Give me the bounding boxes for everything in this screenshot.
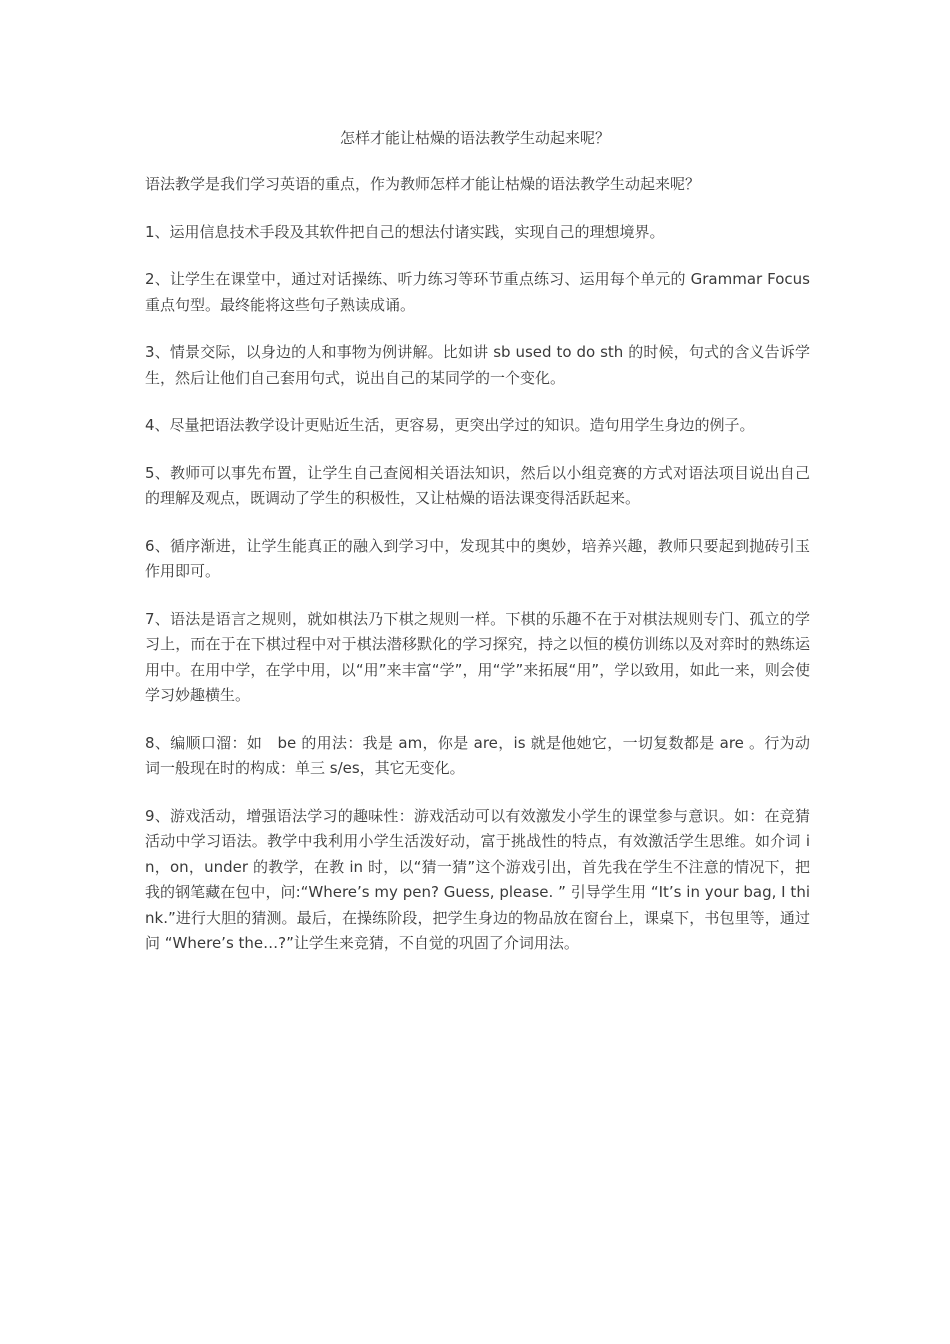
tip-paragraph-3: 3、情景交际，以身边的人和事物为例讲解。比如讲 sb used to do sth 的时候，句式的含义告诉学生，然后让他们自己套用句式，说出自己的某同学的一个变化。 <box>145 343 810 387</box>
tip-paragraph-4: 4、尽量把语法教学设计更贴近生活，更容易，更突出学过的知识。造句用学生身边的例子。 <box>145 416 755 434</box>
tip-paragraph-2: 2、让学生在课堂中，通过对话操练、听力练习等环节重点练习、运用每个单元的 Grammar Focus 重点句型。最终能将这些句子熟读成诵。 <box>145 270 810 314</box>
tip-paragraph-9: 9、游戏活动，增强语法学习的趣味性：游戏活动可以有效激发小学生的课堂参与意识。如：在竞猜活动中学习语法。教学中我利用小学生活泼好动，富于挑战性的特点，有效激活学生思维。如介词 in，on，under 的教学，在教 in 时，以“猜一猜”这个游戏引出，首先我在学生不注意的情况下，把我的钢笔藏在包中，问:“Where’s my pen? Guess, please. ” 引导学生用 “It’s in your bag, I think.”进行大胆的猜测。最后，在操练阶段，把学生身边的物品放在窗台上，课桌下，书包里等，通过问 “Where’s the…?”让学生来竞猜，不自觉的巩固了介词用法。 <box>145 806 810 952</box>
document-body <box>145 172 810 979</box>
tip-paragraph-8: 8、编顺口溜：如 be 的用法：我是 am，你是 are，is 就是他她它，一切复数都是 are 。行为动词一般现在时的构成：单三 s/es，其它无变化。 <box>145 733 810 777</box>
tip-paragraph-6: 6、循序渐进，让学生能真正的融入到学习中，发现其中的奥妙，培养兴趣，教师只要起到抛砖引玉作用即可。 <box>145 536 810 580</box>
tip-paragraph-1: 1、运用信息技术手段及其软件把自己的想法付诸实践，实现自己的理想境界。 <box>145 222 665 241</box>
tip-paragraph-5: 5、教师可以事先布置，让学生自己查阅相关语法知识，然后以小组竞赛的方式对语法项目说出自己的理解及观点，既调动了学生的积极性，又让枯燥的语法课变得活跃起来。 <box>145 463 810 507</box>
tip-paragraph-7: 7、语法是语言之规则，就如棋法乃下棋之规则一样。下棋的乐趣不在于对棋法规则专门、孤立的学习上，而在于在下棋过程中对于棋法潜移默化的学习探究，持之以恒的模仿训练以及对弈时的熟练运用中。在用中学，在学中用，以“用”来丰富“学”，用“学”来拓展“用”，学以致用，如此一来，则会使学习妙趣横生。 <box>145 609 810 704</box>
intro-paragraph: 语法教学是我们学习英语的重点，作为教师怎样才能让枯燥的语法教学生动起来呢？ <box>145 175 701 193</box>
document-title: 怎样才能让枯燥的语法教学生动起来呢？ <box>339 129 610 147</box>
